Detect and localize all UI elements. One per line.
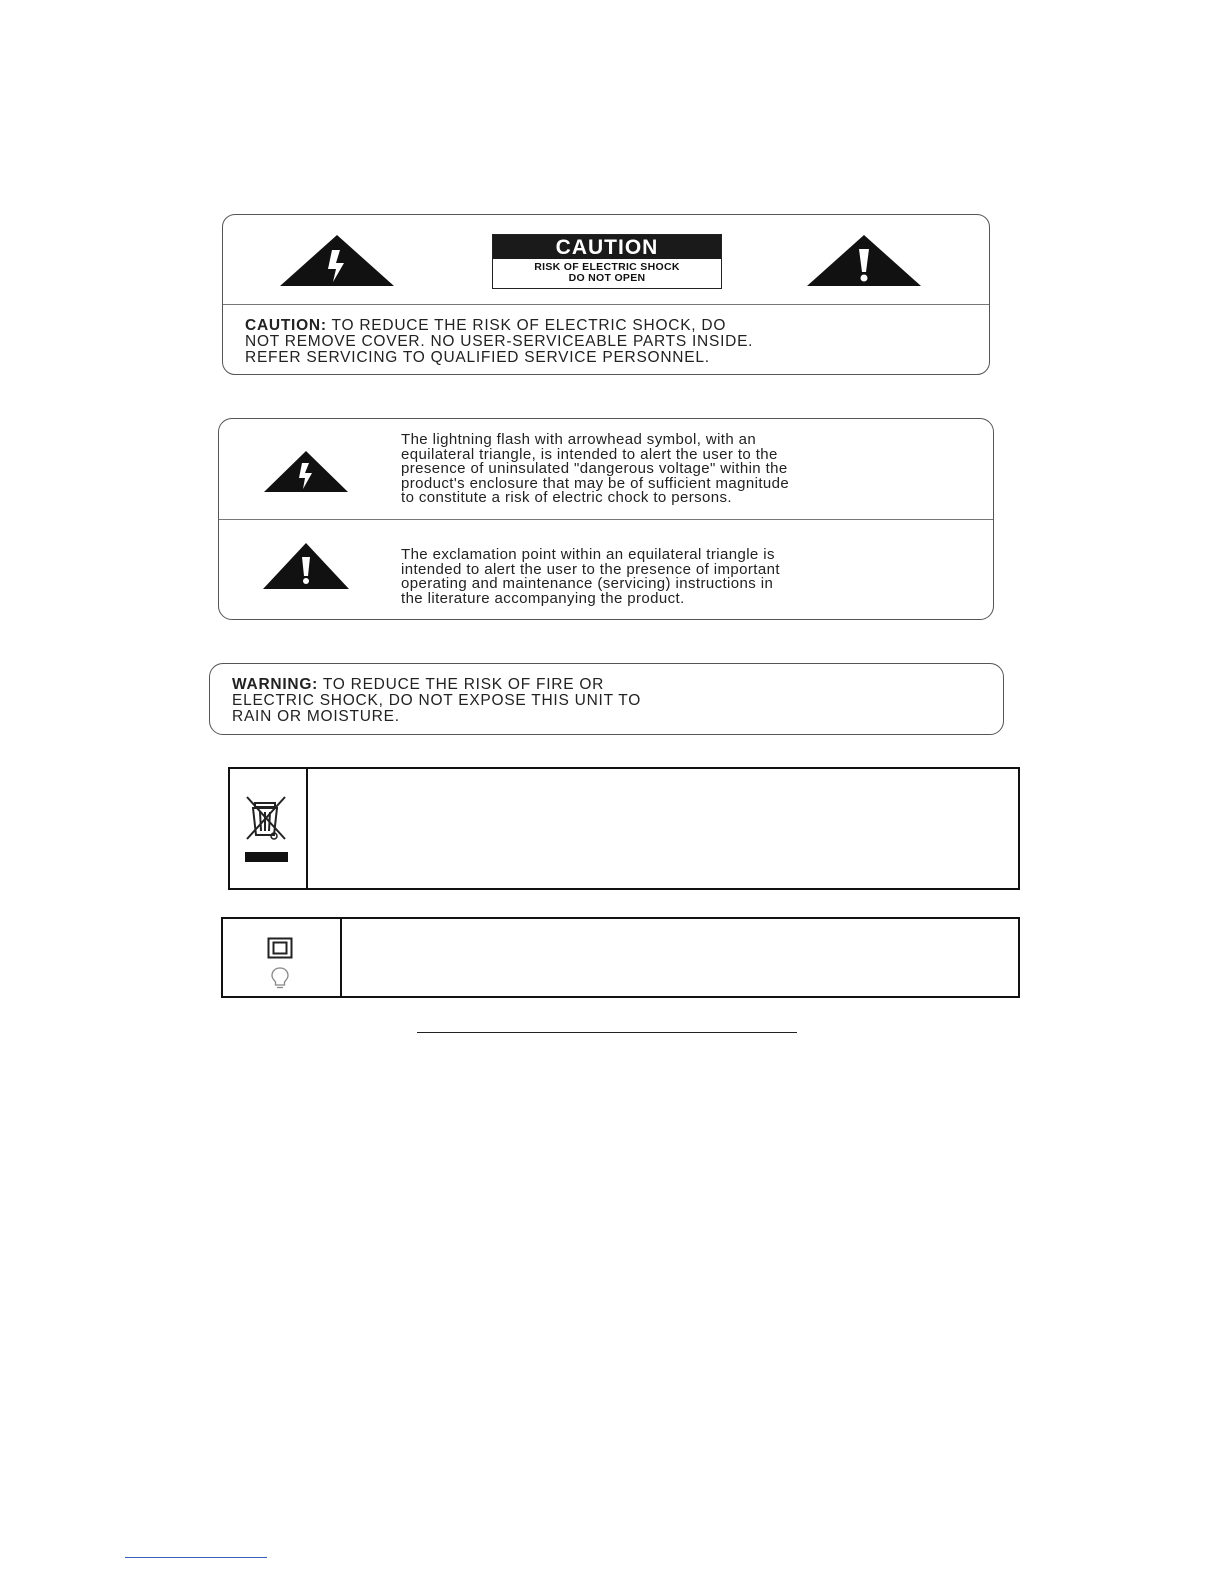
double-square-icon bbox=[267, 937, 293, 959]
caution-divider bbox=[223, 304, 989, 305]
lightning-line3: presence of uninsulated "dangerous voltage" within the bbox=[401, 460, 788, 477]
caution-text bbox=[245, 318, 985, 366]
exclamation-line1: The exclamation point within an equilateral triangle is bbox=[401, 546, 775, 563]
lightning-line1: The lightning flash with arrowhead symbol, with an bbox=[401, 431, 757, 448]
lightning-warning-icon bbox=[262, 449, 350, 494]
exclamation-line3: operating and maintenance (servicing) instructions in bbox=[401, 575, 774, 592]
weee-box bbox=[228, 767, 1020, 890]
warning-text-bold: WARNING: bbox=[232, 676, 319, 693]
class2-icon-cell bbox=[223, 919, 342, 996]
exclamation-warning-icon bbox=[805, 233, 923, 288]
caution-text-bold: CAUTION: bbox=[245, 317, 327, 334]
exclamation-line2: intended to alert the user to the presence of important bbox=[401, 560, 780, 578]
lightning-warning-icon bbox=[278, 233, 396, 288]
warning-panel bbox=[209, 663, 1004, 735]
warning-text bbox=[232, 677, 932, 725]
class2-box bbox=[221, 917, 1020, 998]
warning-text-line3: RAIN OR MOISTURE. bbox=[232, 708, 400, 725]
lightning-line4: product's enclosure that may be of sufficient magnitude bbox=[401, 474, 790, 492]
caution-label-title: CAUTION bbox=[493, 235, 721, 259]
caution-panel bbox=[222, 214, 990, 375]
exclamation-line4: the literature accompanying the product. bbox=[401, 589, 685, 607]
caution-label bbox=[492, 234, 722, 289]
warning-text-line2: ELECTRIC SHOCK, DO NOT EXPOSE THIS UNIT TO bbox=[232, 692, 642, 709]
crossed-bin-icon bbox=[243, 793, 291, 867]
symbols-panel bbox=[218, 418, 994, 620]
warning-text-line1: TO REDUCE THE RISK OF FIRE OR bbox=[318, 676, 605, 693]
caution-text-line1: TO REDUCE THE RISK OF ELECTRIC SHOCK, DO bbox=[326, 317, 727, 334]
weee-text-cell bbox=[308, 769, 1018, 888]
center-rule bbox=[417, 1032, 797, 1033]
footnote-rule bbox=[125, 1557, 267, 1558]
exclamation-explanation bbox=[401, 548, 961, 606]
weee-icon-cell bbox=[230, 769, 308, 888]
class2-text-cell bbox=[342, 919, 1018, 996]
lightning-line5: to constitute a risk of electric chock to persons. bbox=[401, 489, 732, 506]
exclamation-warning-icon bbox=[261, 541, 351, 591]
light-bulb-icon bbox=[270, 966, 290, 990]
lightning-line2: equilateral triangle, is intended to alert the user to the bbox=[401, 445, 778, 463]
caution-text-line2: NOT REMOVE COVER. NO USER-SERVICEABLE PARTS INSIDE. bbox=[245, 333, 754, 350]
caution-label-line2: DO NOT OPEN bbox=[568, 272, 646, 284]
caution-text-line3: REFER SERVICING TO QUALIFIED SERVICE PERSONNEL. bbox=[245, 349, 710, 366]
caution-label-line1: RISK OF ELECTRIC SHOCK bbox=[534, 261, 680, 273]
symbols-divider bbox=[219, 519, 993, 520]
lightning-explanation bbox=[401, 433, 961, 506]
